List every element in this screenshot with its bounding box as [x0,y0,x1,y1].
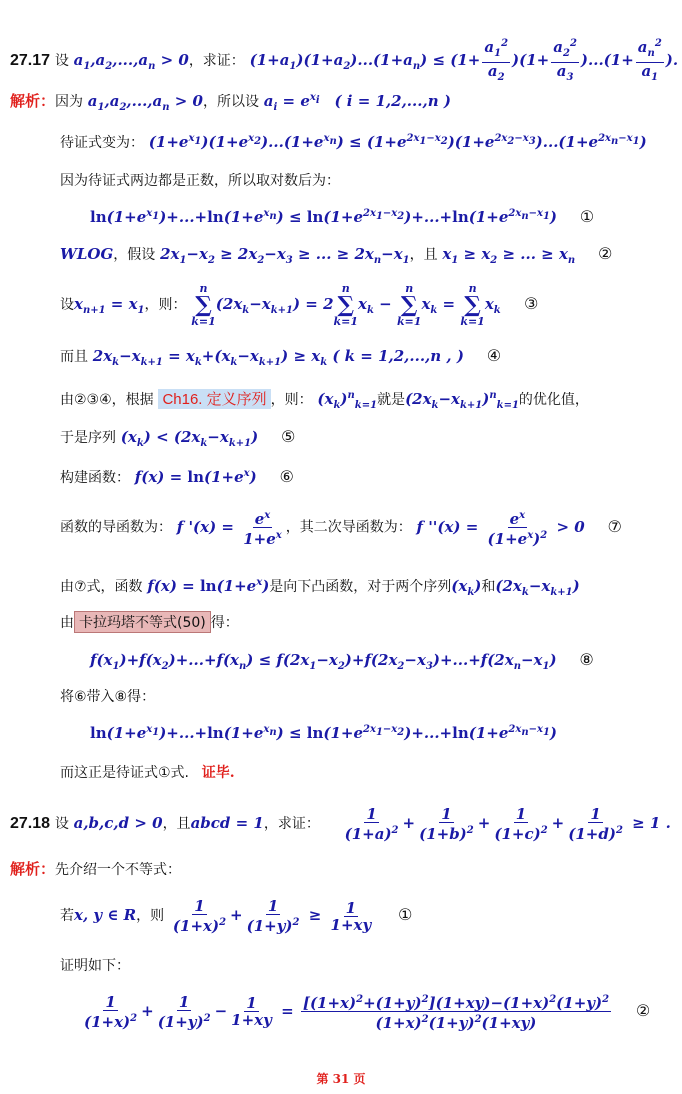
conclusion-line: 而这正是待证式①式. 证毕. [60,765,235,781]
substitute-line: 将⑥带入⑧得： [60,689,156,705]
solution-2-line: 解析：先介绍一个不等式： [10,860,182,878]
karamata-link[interactable]: 卡拉玛塔不等式(50) [74,611,211,633]
mark-1: ① [579,207,595,226]
sequence-line: 于是序列 $(x_k) < (2x_k-x_{k+1})$ ⑤ [60,427,296,449]
derivative-line: 函数的导函数为： f '(x) = $\frac{e^x}{1+e^x}$ ，其二次导函数为： f ''(x) = $\frac{e^x}{(1+e^x)^2}$ > 0 ⑦ [60,510,622,548]
problem-number: 27.17 [10,52,51,69]
moreover-line: 而且 $2x_k-x_{k+1} = x_k+(x_k-x_{k+1}) \ge x_k$ ( k = 1,2,...,n , ) ④ [60,346,502,368]
proof-label: 证明如下： [60,958,130,974]
transformed-inequality: 待证式变为： $(1+e^{x_1})(1+e^{x_2})...(1+e^{x_n}) \le (1+e^{2x_1-x_2})(1+e^{2x_2-x_3})...(1+e^{2x_n-x_1})$ [60,133,647,151]
condition: $a_1,a_2,...,a_n > 0$ [73,51,189,72]
mark-1b: ① [397,905,413,924]
mark-4: ④ [486,346,502,365]
ch16-line: 由②③④，根据 Ch16. 定义序列 ，则： $(x_k)^n_{k=1}$就是$(2x_k-x_{k+1})^n_{k=1}$的优化值， [60,390,589,411]
mark-5: ⑤ [280,427,296,446]
karamata-line: 由 卡拉玛塔不等式(50) 得： [60,612,239,632]
mark-3: ③ [523,294,539,313]
wlog-line: WLOG，假设 $2x_1-x_2 \ge 2x_2-x_3$ ≥ ... ≥ $2x_n-x_1$，且 $x_1 \ge x_2$ ≥ ... ≥ $x_n$ ② [60,244,613,266]
mark-2: ② [597,244,613,263]
mark-7: ⑦ [607,516,622,536]
construct-line: 构建函数： $f(x) = \ln(1+e^x)$ ⑥ [60,467,294,486]
mark-2b: ② [635,1000,651,1020]
take-log-text: 因为待证式两边都是正数，所以取对数后为： [60,173,340,189]
page-footer: 第 31 页 [316,1072,366,1086]
solution-line-1: 解析：因为 $a_1,a_2,...,a_n > 0$，所以设 $a_i = e^{x_i}$ ( i = 1,2,...,n ) [10,92,451,113]
mark-6: ⑥ [279,467,294,486]
log-inequality: $\ln(1+e^{x_1})+...+\ln(1+e^{x_n}) \le \ln(1+e^{2x_1-x_2})+...+\ln(1+e^{2x_n-x_1})$ ① [90,207,595,226]
lemma-line: 若x, y ∈ R，则 $\frac{1}{(1+x)^2}$ + $\frac{1}{(1+y)^2}$ ≥ $\frac{1}{1+xy}$ ① [60,897,413,935]
problem-number: 27.18 [10,815,51,832]
f-inequality: $f(x_1)+f(x_2)+...+f(x_n) \le f(2x_1-x_2)+f(2x_2-x_3)+...+f(2x_n-x_1)$ ⑧ [90,650,594,672]
ch16-link[interactable]: Ch16. 定义序列 [158,389,270,409]
mark-8: ⑧ [579,650,594,669]
convex-line: 由⑦式，函数 $f(x) = \ln(1+e^x)$是向下凸函数，对于两个序列$(x_k)$和$(2x_k-x_{k+1})$ [60,577,580,598]
problem-27-17: 27.17 设 $a_1,a_2,...,a_n > 0$，求证： $(1+a_1)(1+a_2)...(1+a_n) \le (1+$ $\frac{a_1^2}{a_2}$ )(1+ $\frac{a_2^2}{a_3}$ )...(1+ $\frac{a_n^2}{a_1}$ ). [10,38,679,83]
inequality: $(1+a_1)(1+a_2)...(1+a_n) \le (1+$ $\frac{a_1^2}{a_2}$ )(1+ $\frac{a_2^2}{a_3}$ )...(1+ $\frac{a_n^2}{a_1}$ ). [249,38,679,83]
problem-27-18: 27.18 设 a,b,c,d > 0，且abcd = 1，求证： $\frac{1}{(1+a)^2}$ + $\frac{1}{(1+b)^2}$ + $\frac{1}{(1+c)^2}$ + $\frac{1}{(1+d)^2}$ ≥ 1 . [10,805,671,843]
log-inequality-2: $\ln(1+e^{x_1})+...+\ln(1+e^{x_n}) \le \ln(1+e^{2x_1-x_2})+...+\ln(1+e^{2x_n-x_1})$ [90,724,558,742]
sum-line: 设$x_{n+1} = x_1$，则： n ∑ k=1 $(2x_k-x_{k+1}) = 2$ n ∑ k=1 $x_k$ − n ∑ k=1 $x_k$ = n ∑ k=1 $x_k$ ③ [60,282,539,328]
proof-expression: $\frac{1}{(1+x)^2}$ + $\frac{1}{(1+y)^2}$ − $\frac{1}{1+xy}$ = $\frac{[(1+x)^2+(1+y)^2](1+xy)-(1+x)^2(1+y)^2}{(1+x)^2(1+y)^2(1+xy)}$ ② [84,992,651,1032]
